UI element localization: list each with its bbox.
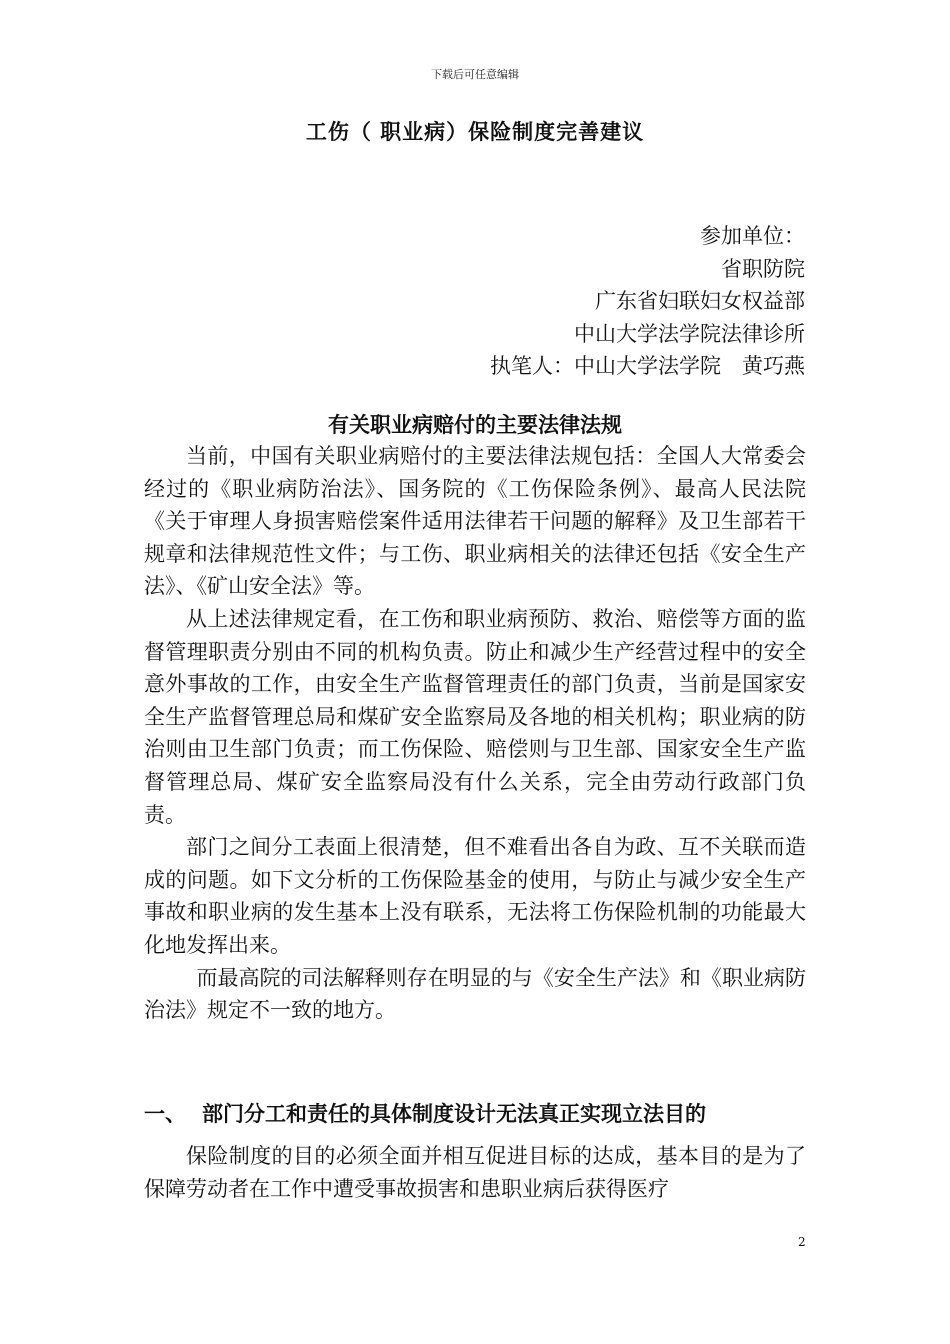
- document-title: 工伤（ 职业病）保险制度完善建议: [305, 120, 645, 144]
- heading-text: 部门分工和责任的具体制度设计无法真正实现立法目的: [202, 1102, 706, 1126]
- author-line: 执笔人：中山大学法学院 黄巧燕: [490, 354, 805, 378]
- section-title: 有关职业病赔付的主要法律法规: [328, 413, 622, 437]
- participant-unit: 广东省妇联妇女权益部: [595, 289, 805, 313]
- body-text-2: [144, 1140, 806, 1205]
- paragraph: 当前，中国有关职业病赔付的主要法律法规包括：全国人大常委会经过的《职业病防治法》、国务院的《工伤保险条例》、最高人民法院《关于审理人身损害赔偿案件适用法律若干问题的解释》及卫生部若干规章和法律规范性文件；与工伤、职业病相关的法律还包括《安全生产法》、《矿山安全法》等。: [144, 444, 806, 599]
- page-number: 2: [798, 1235, 806, 1249]
- paragraph: 而最高院的司法解释则存在明显的与《安全生产法》和《职业病防治法》规定不一致的地方。: [144, 965, 806, 1023]
- participants-label: 参加单位：: [700, 224, 805, 248]
- paragraph: 从上述法律规定看，在工伤和职业病预防、救治、赔偿等方面的监督管理职责分别由不同的机构负责。防止和减少生产经营过程中的安全意外事故的工作，由安全生产监督管理责任的部门负责，当前是国家安全生产监督管理总局和煤矿安全监察局及各地的相关机构；职业病的防治则由卫生部门负责；而工伤保险、赔偿则与卫生部、国家安全生产监督管理总局、煤矿安全监察局没有什么关系，完全由劳动行政部门负责。: [144, 606, 806, 827]
- body-text: [144, 440, 806, 1027]
- participant-unit: 中山大学法学院法律诊所: [574, 321, 805, 346]
- participants-block: [490, 220, 805, 383]
- heading-one: [144, 1098, 706, 1128]
- paragraph: 保险制度的目的必须全面并相互促进目标的达成，基本目的是为了保障劳动者在工作中遭受事故损害和患职业病后获得医疗: [144, 1144, 806, 1201]
- header-note: 下载后可任意编辑: [431, 68, 519, 81]
- participant-unit: 省职防院: [721, 256, 805, 281]
- heading-number: 一、: [144, 1102, 186, 1126]
- paragraph: 部门之间分工表面上很清楚，但不难看出各自为政、互不关联而造成的问题。如下文分析的工伤保险基金的使用，与防止与减少安全生产事故和职业病的发生基本上没有联系，无法将工伤保险机制的功能最大化地发挥出来。: [144, 835, 806, 957]
